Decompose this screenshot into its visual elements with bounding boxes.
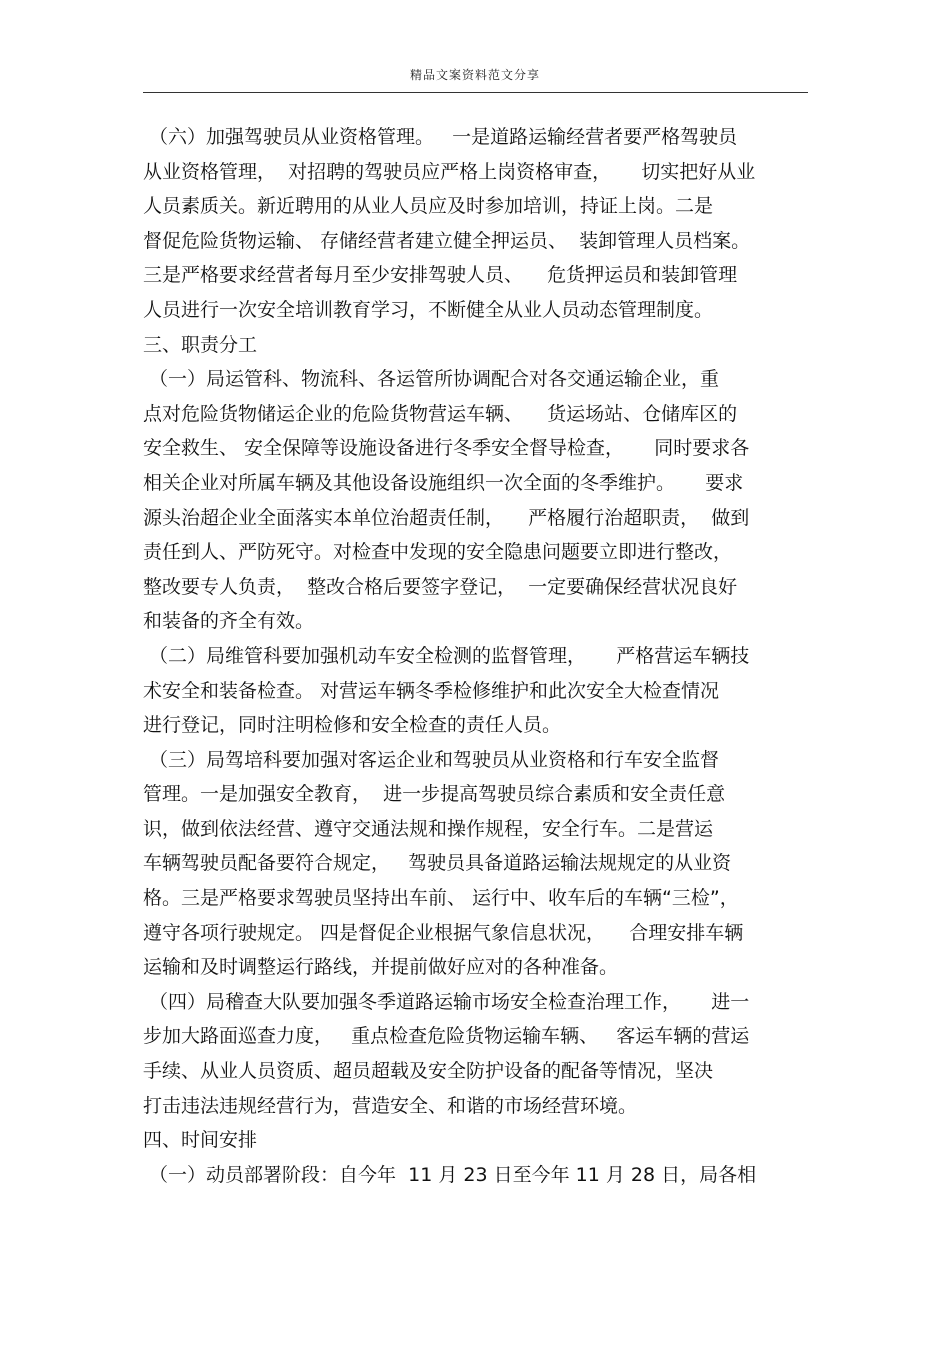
text-line: （一）动员部署阶段：自今年 11 月 23 日至今年 11 月 28 日，局各相 [143, 1163, 757, 1186]
text-line: 从业资格管理， 对招聘的驾驶员应严格上岗资格审查， 切实把好从业 [143, 160, 756, 183]
text-line: 术安全和装备检查。 对营运车辆冬季检修维护和此次安全大检查情况 [143, 679, 720, 702]
text-line: 格。三是严格要求驾驶员坚持出车前、 运行中、收车后的车辆“三检”， [143, 887, 739, 910]
text-line: （二）局维管科要加强机动车安全检测的监督管理， 严格营运车辆技 [143, 644, 750, 667]
text-line: 管理。一是加强安全教育， 进一步提高驾驶员综合素质和安全责任意 [143, 783, 726, 806]
text-line: （三）局驾培科要加强对客运企业和驾驶员从业资格和行车安全监督 [143, 748, 720, 771]
text-line: 整改要专人负责， 整改合格后要签字登记， 一定要确保经营状况良好 [143, 575, 738, 598]
text-line: 督促危险货物运输、 存储经营者建立健全押运员、 装卸管理人员档案。 [143, 229, 751, 252]
text-line: （六）加强驾驶员从业资格管理。 一是道路运输经营者要严格驾驶员 [143, 126, 738, 148]
text-line: 打击违法违规经营行为，营造安全、和谐的市场经营环境。 [143, 1094, 638, 1117]
text-line: 遵守各项行驶规定。 四是督促企业根据气象信息状况， 合理安排车辆 [143, 921, 744, 944]
text-line: 三是严格要求经营者每月至少安排驾驶人员、 危货押运员和装卸管理 [143, 264, 738, 287]
text-line: 车辆驾驶员配备要符合规定， 驾驶员具备道路运输法规规定的从业资 [143, 852, 732, 875]
text-line: 点对危险货物储运企业的危险货物营运车辆、 货运场站、仓储库区的 [143, 402, 738, 425]
text-line: 人员进行一次安全培训教育学习，不断健全从业人员动态管理制度。 [143, 298, 714, 321]
text-line: 步加大路面巡查力度， 重点检查危险货物运输车辆、 客运车辆的营运 [143, 1025, 750, 1048]
section-heading: 四、时间安排 [143, 1129, 258, 1152]
text-line: 手续、从业人员资质、超员超载及安全防护设备的配备等情况，坚决 [143, 1060, 714, 1083]
text-line: 安全救生、 安全保障等设施设备进行冬季安全督导检查， 同时要求各 [143, 437, 750, 460]
text-line: （一）局运管科、物流科、各运管所协调配合对各交通运输企业，重 [143, 368, 720, 391]
document-body [143, 120, 808, 1192]
section-heading: 三、职责分工 [143, 333, 258, 356]
text-line: 源头治超企业全面落实本单位治超责任制， 严格履行治超职责， 做到 [143, 506, 750, 529]
text-line: 识，做到依法经营、遵守交通法规和操作规程，安全行车。二是营运 [143, 817, 714, 840]
page-header-title: 精品文案资料范文分享 [409, 68, 540, 82]
header-divider [143, 92, 808, 93]
text-line: 和装备的齐全有效。 [143, 610, 315, 633]
text-line: 责任到人、严防死守。对检查中发现的安全隐患问题要立即进行整改， [143, 541, 733, 564]
text-line: 进行登记，同时注明检修和安全检查的责任人员。 [143, 714, 562, 737]
text-line: （四）局稽查大队要加强冬季道路运输市场安全检查治理工作， 进一 [143, 990, 750, 1013]
text-line: 相关企业对所属车辆及其他设备设施组织一次全面的冬季维护。 要求 [143, 471, 744, 494]
text-line: 人员素质关。新近聘用的从业人员应及时参加培训，持证上岗。二是 [143, 195, 714, 218]
text-line: 运输和及时调整运行路线，并提前做好应对的各种准备。 [143, 956, 619, 979]
